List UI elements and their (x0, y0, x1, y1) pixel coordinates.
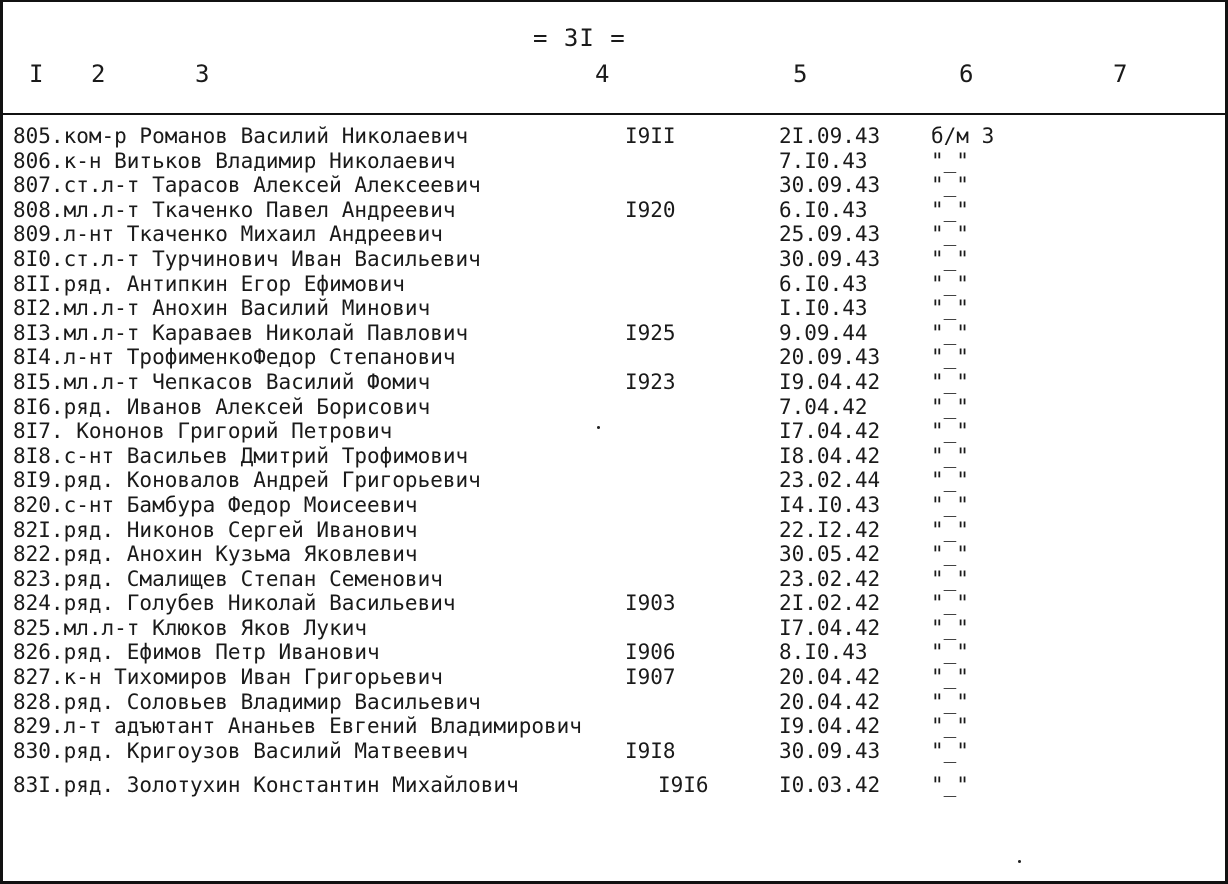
record-note: "_" (931, 468, 969, 493)
record-text: 8I6.ряд. Иванов Алексей Борисович (13, 394, 431, 419)
record-date: 23.02.44 (779, 468, 881, 493)
record-row (3, 640, 1228, 665)
record-date: 20.04.42 (779, 665, 881, 690)
record-row (3, 773, 1228, 798)
record-note: "_" (931, 296, 969, 321)
record-note: "_" (931, 615, 969, 640)
record-date: 30.05.42 (779, 542, 881, 567)
record-row (3, 468, 1228, 493)
record-text: 829.л-т адъютант Ананьев Евгений Владимирович (13, 714, 582, 739)
record-date: 7.04.42 (779, 394, 868, 419)
page-number: = 3I = (533, 24, 626, 52)
record-text: 822.ряд. Анохин Кузьма Яковлевич (13, 542, 418, 567)
record-date: 23.02.42 (779, 566, 881, 591)
record-text: 8I9.ряд. Коновалов Андрей Григорьевич (13, 468, 481, 493)
record-date: I9.04.42 (779, 369, 881, 394)
record-text: 826.ряд. Ефимов Петр Иванович (13, 640, 380, 665)
record-note: "_" (931, 665, 969, 690)
column-header-1: I (29, 60, 44, 88)
record-date: 20.04.42 (779, 689, 881, 714)
record-year: I9I6 (658, 773, 709, 798)
record-row (3, 739, 1228, 764)
record-date: 9.09.44 (779, 320, 868, 345)
record-text: 82I.ряд. Никонов Сергей Иванович (13, 517, 418, 542)
record-row (3, 542, 1228, 567)
record-year: I923 (625, 369, 676, 394)
record-note: "_" (931, 173, 969, 198)
record-date: 2I.09.43 (779, 124, 881, 148)
record-note: "_" (931, 738, 969, 763)
record-row (3, 222, 1228, 247)
record-date: I0.03.42 (779, 773, 881, 798)
record-date: 30.09.43 (779, 173, 881, 198)
record-text: 809.л-нт Ткаченко Михаил Андреевич (13, 222, 443, 247)
ink-speck (1018, 860, 1021, 863)
ink-speck (597, 426, 600, 429)
record-note: "_" (931, 714, 969, 739)
record-text: 825.мл.л-т Клюков Яков Лукич (13, 615, 368, 640)
record-note: "_" (931, 222, 969, 247)
record-note: "_" (931, 320, 969, 345)
record-row (3, 690, 1228, 715)
record-year: I9II (625, 124, 676, 148)
record-row (3, 714, 1228, 739)
record-note: "_" (931, 345, 969, 370)
record-row (3, 198, 1228, 223)
record-text: 8I5.мл.л-т Чепкасов Василий Фомич (13, 369, 431, 394)
record-row (3, 149, 1228, 174)
record-text: 808.мл.л-т Ткаченко Павел Андреевич (13, 197, 456, 222)
record-row (3, 173, 1228, 198)
record-list (3, 124, 1228, 798)
column-header-4: 4 (595, 60, 610, 88)
record-year: I907 (625, 665, 676, 690)
record-note: "_" (931, 689, 969, 714)
record-row (3, 665, 1228, 690)
record-row (3, 272, 1228, 297)
record-text: 83I.ряд. Золотухин Константин Михайлович (13, 773, 519, 798)
record-year: I9I8 (625, 738, 676, 763)
record-note: "_" (931, 197, 969, 222)
record-text: 830.ряд. Кригоузов Василий Матвеевич (13, 738, 469, 763)
record-text: 8I8.с-нт Васильев Дмитрий Трофимович (13, 443, 469, 468)
record-text: 820.с-нт Бамбура Федор Моисеевич (13, 492, 418, 517)
record-text: 8I2.мл.л-т Анохин Василий Минович (13, 296, 431, 321)
record-row (3, 616, 1228, 641)
record-date: 6.I0.43 (779, 197, 868, 222)
record-note: "_" (931, 542, 969, 567)
record-year: I906 (625, 640, 676, 665)
column-header-7: 7 (1113, 60, 1128, 88)
record-note: "_" (931, 419, 969, 444)
record-row (3, 395, 1228, 420)
record-note: "_" (931, 591, 969, 616)
record-note: "_" (931, 369, 969, 394)
record-row (3, 518, 1228, 543)
record-year: I925 (625, 320, 676, 345)
record-text: 8I7. Кононов Григорий Петрович (13, 419, 393, 444)
header-divider (3, 113, 1225, 115)
record-row (3, 591, 1228, 616)
record-text: 807.ст.л-т Тарасов Алексей Алексеевич (13, 173, 481, 198)
record-date: I.I0.43 (779, 296, 868, 321)
column-header-6: 6 (959, 60, 974, 88)
record-note: б/м 3 (931, 124, 995, 148)
record-text: 827.к-н Тихомиров Иван Григорьевич (13, 665, 443, 690)
record-row (3, 419, 1228, 444)
record-date: I7.04.42 (779, 615, 881, 640)
record-date: 22.I2.42 (779, 517, 881, 542)
column-header-2: 2 (91, 60, 106, 88)
record-text: 823.ряд. Смалищев Степан Семенович (13, 566, 443, 591)
record-date: 6.I0.43 (779, 271, 868, 296)
record-note: "_" (931, 566, 969, 591)
record-text: 8II.ряд. Антипкин Егор Ефимович (13, 271, 405, 296)
record-text: 8I0.ст.л-т Турчинович Иван Васильевич (13, 246, 481, 271)
record-date: 30.09.43 (779, 246, 881, 271)
record-row (3, 444, 1228, 469)
record-year: I920 (625, 197, 676, 222)
record-row (3, 345, 1228, 370)
record-date: 20.09.43 (779, 345, 881, 370)
record-row (3, 296, 1228, 321)
record-note: "_" (931, 492, 969, 517)
record-row (3, 493, 1228, 518)
record-note: "_" (931, 148, 969, 173)
record-row (3, 370, 1228, 395)
record-date: I4.I0.43 (779, 492, 881, 517)
record-row (3, 321, 1228, 346)
record-date: 25.09.43 (779, 222, 881, 247)
record-note: "_" (931, 394, 969, 419)
record-text: 828.ряд. Соловьев Владимир Васильевич (13, 689, 481, 714)
record-row (3, 247, 1228, 272)
record-note: "_" (931, 773, 969, 798)
record-note: "_" (931, 443, 969, 468)
column-header-3: 3 (195, 60, 210, 88)
record-text: 824.ряд. Голубев Николай Васильевич (13, 591, 456, 616)
record-date: 8.I0.43 (779, 640, 868, 665)
record-note: "_" (931, 517, 969, 542)
record-date: I8.04.42 (779, 443, 881, 468)
record-note: "_" (931, 271, 969, 296)
record-date: I9.04.42 (779, 714, 881, 739)
record-note: "_" (931, 246, 969, 271)
column-header-5: 5 (793, 60, 808, 88)
record-date: 30.09.43 (779, 738, 881, 763)
record-year: I903 (625, 591, 676, 616)
record-row (3, 124, 1228, 149)
record-text: 806.к-н Витьков Владимир Николаевич (13, 148, 456, 173)
record-date: I7.04.42 (779, 419, 881, 444)
record-text: 8I4.л-нт ТрофименкоФедор Степанович (13, 345, 456, 370)
record-date: 2I.02.42 (779, 591, 881, 616)
record-date: 7.I0.43 (779, 148, 868, 173)
record-text: 8I3.мл.л-т Каравaев Николай Павлович (13, 320, 469, 345)
record-row (3, 567, 1228, 592)
record-text: 805.ком-р Романов Василий Николаевич (13, 124, 469, 148)
record-note: "_" (931, 640, 969, 665)
